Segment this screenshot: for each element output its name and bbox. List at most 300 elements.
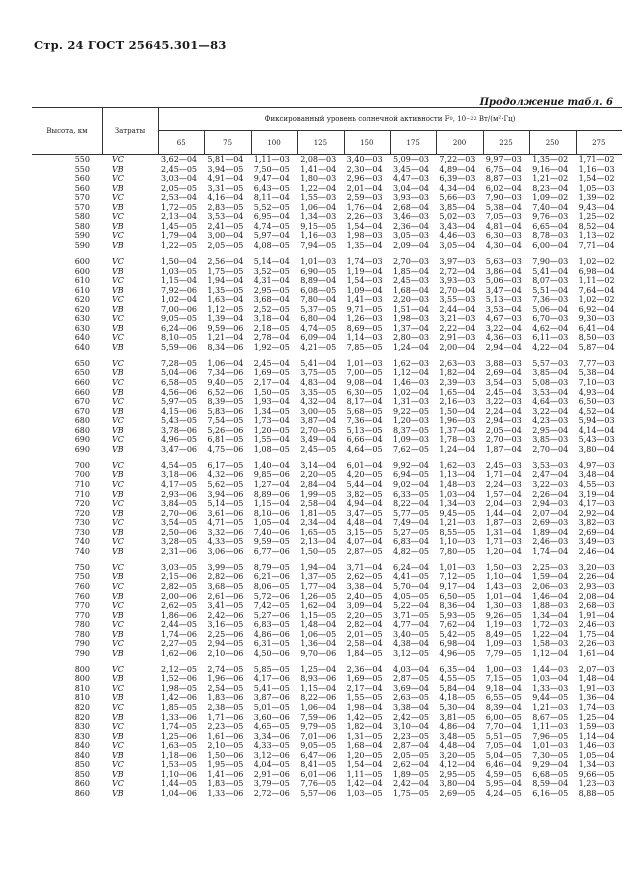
value-cell: 1,87—03 [485,518,522,528]
value-cell: 2,05—05 [161,183,197,193]
value-cell: 1,82—04 [439,368,476,378]
value-cell: 1,14—03 [346,333,383,343]
value-cell: 6,21—06 [253,572,290,582]
value-cell: 4,14—04 [578,425,615,435]
value-cell: 2,80—03 [393,333,429,343]
value-cell: 1,04—06 [161,788,197,798]
value-cell: 7,77—03 [578,358,615,368]
value-cell: 1,21—03 [439,518,476,528]
height-cell: 830 [74,731,90,741]
height-cell: 620 [74,295,90,305]
value-cell: 3,18—04 [253,314,290,324]
value-cell: 1,09—02 [532,193,569,203]
value-cell: 8,67—05 [532,712,569,722]
value-cell: 5,09—03 [393,155,429,164]
value-cell: 6,30—03 [485,231,522,241]
value-cell: 1,74—03 [578,703,615,713]
value-cell: 1,52—06 [161,674,197,684]
cost-type-cell: VB [112,221,124,231]
value-cell: 1,10—04 [485,572,522,582]
value-cell: 9,59—05 [253,537,290,547]
value-cell: 5,94—03 [578,416,615,426]
cost-type-cell: VC [112,741,124,751]
value-cell: 6,08—05 [300,285,337,295]
table-row [32,193,622,203]
value-cell: 7,90—03 [485,193,522,203]
value-cell: 1,24—04 [439,444,476,454]
row-group [32,461,622,556]
subheader-2: 100 [267,138,281,147]
value-cell: 5,57—06 [300,788,337,798]
value-cell: 4,55—03 [578,480,615,489]
value-cell: 1,48—03 [439,480,476,489]
value-cell: 3,54—03 [485,378,522,388]
value-cell: 1,02—04 [393,387,429,397]
value-cell: 2,46—04 [578,546,615,556]
table-row [32,445,622,455]
value-cell: 7,49—04 [393,518,429,528]
value-cell: 4,47—03 [393,174,429,184]
table-row [32,713,622,723]
value-cell: 2,94—05 [207,639,244,649]
value-cell: 2,68—04 [393,202,429,212]
value-cell: 3,53—04 [532,387,569,397]
value-cell: 2,45—05 [300,444,337,454]
value-cell: 4,46—03 [439,231,476,241]
value-cell: 2,91—03 [439,333,476,343]
value-cell: 3,99—05 [207,562,244,572]
value-cell: 1,25—04 [300,664,337,674]
value-cell: 1,94—04 [207,276,244,286]
value-cell: 5,68—05 [346,406,383,416]
value-cell: 9,85—06 [253,470,290,480]
value-cell: 6,35—04 [439,664,476,674]
value-cell: 7,05—04 [485,741,522,751]
value-cell: 1,55—04 [253,435,290,445]
value-cell: 8,10—05 [161,333,197,343]
value-cell: 9,79—05 [300,722,337,732]
value-cell: 1,31—05 [346,731,383,741]
value-cell: 1,98—03 [393,314,429,324]
value-cell: 9,22—05 [393,406,429,416]
value-cell: 1,59—04 [532,572,569,582]
value-cell: 7,15—05 [485,674,522,684]
height-cell: 740 [74,537,90,547]
cost-type-cell: VC [112,537,124,547]
value-cell: 1,01—03 [346,358,383,368]
header-solar-sub: 0 [449,116,453,122]
table-row [32,674,622,684]
value-cell: 4,64—05 [346,444,383,454]
value-cell: 1,01—03 [532,741,569,751]
value-cell: 1,62—06 [161,648,197,658]
value-cell: 9,02—04 [393,480,429,489]
value-cell: 2,41—05 [207,221,244,231]
value-cell: 4,36—03 [485,333,522,343]
value-cell: 3,94—05 [207,164,244,174]
value-cell: 2,25—03 [532,562,569,572]
cost-type-cell: VB [112,304,124,314]
value-cell: 1,05—03 [578,183,615,193]
row-group [32,155,622,250]
value-cell: 3,78—06 [161,425,197,435]
value-cell: 1,05—04 [253,518,290,528]
value-cell: 6,94—05 [393,470,429,480]
cost-type-cell: VC [112,639,124,649]
table-row [32,684,622,694]
value-cell: 2,24—04 [485,406,522,416]
value-cell: 3,22—03 [532,480,569,489]
value-cell: 7,94—05 [300,240,337,250]
value-cell: 8,36—04 [439,601,476,611]
value-cell: 3,53—04 [207,212,244,222]
value-cell: 1,03—04 [439,489,476,499]
value-cell: 2,69—03 [532,518,569,528]
value-cell: 1,33—06 [207,788,244,798]
cost-type-cell: VC [112,760,124,770]
value-cell: 1,26—03 [346,314,383,324]
value-cell: 1,21—03 [532,703,569,713]
value-cell: 4,32—04 [300,397,337,407]
cost-type-cell: VB [112,788,124,798]
value-cell: 3,03—04 [161,174,197,184]
value-cell: 1,50—06 [207,750,244,760]
table-row [32,388,622,398]
table-row [32,333,622,343]
value-cell: 2,05—05 [393,750,429,760]
value-cell: 1,01—03 [439,562,476,572]
value-cell: 7,54—05 [207,416,244,426]
value-cell: 6,43—05 [253,183,290,193]
value-cell: 4,62—04 [532,323,569,333]
value-cell: 1,36—04 [578,693,615,703]
cost-type-cell: VC [112,683,124,693]
value-cell: 1,34—03 [578,760,615,770]
value-cell: 6,30—05 [346,387,383,397]
value-cell: 2,95—05 [253,285,290,295]
height-cell: 840 [74,741,90,751]
value-cell: 2,70—03 [393,256,429,266]
value-cell: 5,38—04 [485,202,522,212]
value-cell: 2,17—04 [346,683,383,693]
height-cell: 630 [74,314,90,324]
value-cell: 1,43—03 [485,581,522,591]
value-cell: 3,22—04 [485,323,522,333]
height-cell: 750 [74,562,90,572]
height-cell: 550 [74,155,90,164]
value-cell: 6,41—04 [578,323,615,333]
value-cell: 2,23—05 [207,722,244,732]
value-cell: 3,62—04 [161,155,197,164]
height-cell: 810 [74,683,90,693]
height-cell: 580 [74,221,90,231]
value-cell: 5,43—05 [161,416,197,426]
value-cell: 5,93—05 [439,610,476,620]
height-cell: 600 [74,256,90,266]
height-cell: 790 [74,648,90,658]
value-cell: 1,98—05 [161,683,197,693]
value-cell: 5,41—04 [532,266,569,276]
value-cell: 1,16—03 [300,231,337,241]
value-cell: 5,85—05 [253,664,290,674]
cost-type-cell: VB [112,266,124,276]
cost-type-cell: VB [112,323,124,333]
value-cell: 3,71—05 [393,610,429,620]
header-cost: Затраты [114,127,146,135]
value-cell: 2,20—03 [393,295,429,305]
value-cell: 4,33—05 [207,537,244,547]
value-cell: 1,65—04 [439,387,476,397]
value-cell: 3,47—05 [346,508,383,518]
value-cell: 1,25—02 [578,212,615,222]
value-cell: 1,75—05 [207,266,244,276]
value-cell: 7,40—04 [532,202,569,212]
value-cell: 1,61—06 [207,731,244,741]
value-cell: 6,02—04 [485,183,522,193]
value-cell: 7,79—05 [485,648,522,658]
value-cell: 1,42—04 [346,779,383,789]
value-cell: 1,03—04 [532,674,569,684]
value-cell: 7,80—05 [439,546,476,556]
value-cell: 8,23—04 [532,183,569,193]
value-cell: 2,16—03 [439,397,476,407]
value-cell: 3,10—04 [393,722,429,732]
data-table [32,107,622,798]
value-cell: 1,87—04 [485,444,522,454]
value-cell: 5,63—03 [485,256,522,266]
value-cell: 3,93—03 [439,276,476,286]
value-cell: 7,00—06 [161,304,197,314]
value-cell: 2,10—06 [207,648,244,658]
cost-type-cell: VB [112,674,124,684]
value-cell: 4,56—06 [161,387,197,397]
cost-type-cell: VC [112,480,124,489]
value-cell: 2,26—03 [578,639,615,649]
table-row [32,276,622,286]
value-cell: 7,30—05 [532,750,569,760]
value-cell: 2,70—03 [485,435,522,445]
value-cell: 1,96—06 [207,674,244,684]
value-cell: 6,24—04 [393,562,429,572]
value-cell: 1,31—03 [393,397,429,407]
value-cell: 4,96—05 [161,435,197,445]
value-cell: 3,68—05 [207,581,244,591]
value-cell: 3,49—04 [300,435,337,445]
value-cell: 6,00—05 [485,712,522,722]
value-cell: 9,30—03 [578,314,615,324]
value-cell: 1,46—03 [578,741,615,751]
value-cell: 4,23—03 [532,416,569,426]
value-cell: 1,19—03 [485,620,522,630]
value-cell: 8,34—06 [207,342,244,352]
cost-type-cell: VC [112,722,124,732]
value-cell: 6,81—05 [207,435,244,445]
value-cell: 1,22—04 [300,183,337,193]
header-solar-activity: Фиксированный уровень солнечной активности F 0 , 10 −22 Вт/(м²·Гц) [158,108,622,131]
value-cell: 1,79—04 [161,231,197,241]
cost-type-cell: VC [112,620,124,630]
value-cell: 1,18—06 [161,750,197,760]
cost-type-cell: VB [112,489,124,499]
cost-type-cell: VC [112,212,124,222]
value-cell: 2,12—05 [161,664,197,674]
value-cell: 1,77—04 [300,581,337,591]
table-header [32,107,622,155]
value-cell: 5,26—06 [207,425,244,435]
value-cell: 1,02—02 [578,256,615,266]
value-cell: 1,20—05 [346,750,383,760]
value-cell: 3,93—03 [393,193,429,203]
value-cell: 1,58—03 [532,639,569,649]
value-cell: 1,15—04 [161,276,197,286]
subheader-7: 225 [499,138,513,147]
cost-type-cell: VC [112,664,124,674]
table-row [32,359,622,369]
value-cell: 8,59—04 [532,779,569,789]
value-cell: 1,73—04 [253,416,290,426]
height-cell: 770 [74,601,90,611]
height-cell: 610 [74,285,90,295]
cost-type-cell: VC [112,460,124,470]
value-cell: 2,07—03 [578,664,615,674]
value-cell: 5,14—04 [253,256,290,266]
value-cell: 2,93—06 [161,489,197,499]
value-cell: 3,28—05 [161,537,197,547]
value-cell: 1,71—02 [578,155,615,164]
value-cell: 3,47—04 [485,285,522,295]
value-cell: 3,84—05 [161,499,197,509]
value-cell: 1,31—04 [485,527,522,537]
value-cell: 2,62—05 [161,601,197,611]
value-cell: 2,45—03 [393,276,429,286]
value-cell: 1,86—06 [161,610,197,620]
value-cell: 6,68—05 [532,769,569,779]
value-cell: 8,17—04 [346,397,383,407]
value-cell: 7,40—06 [253,527,290,537]
value-cell: 7,64—04 [578,285,615,295]
value-cell: 1,20—03 [393,416,429,426]
value-cell: 8,07—03 [532,276,569,286]
value-cell: 2,26—03 [346,212,383,222]
value-cell: 8,69—05 [346,323,383,333]
height-cell: 820 [74,712,90,722]
value-cell: 6,55—05 [485,693,522,703]
table-row [32,732,622,742]
value-cell: 6,83—05 [253,620,290,630]
value-cell: 2,36—04 [346,664,383,674]
value-cell: 4,94—04 [346,499,383,509]
value-cell: 5,51—05 [485,731,522,741]
value-cell: 2,95—04 [532,425,569,435]
table-row [32,722,622,732]
cost-type-cell: VB [112,712,124,722]
value-cell: 5,08—03 [532,378,569,388]
value-cell: 2,07—04 [532,508,569,518]
value-cell: 1,06—04 [207,358,244,368]
value-cell: 2,61—06 [207,591,244,601]
value-cell: 5,52—05 [253,202,290,212]
height-cell: 860 [74,779,90,789]
value-cell: 7,28—05 [161,358,197,368]
value-cell: 7,10—03 [578,378,615,388]
value-cell: 4,17—03 [578,499,615,509]
value-cell: 5,22—04 [393,601,429,611]
value-cell: 5,06—03 [485,276,522,286]
value-cell: 3,82—03 [578,518,615,528]
header-solar-unit: Вт/(м²·Гц) [478,115,516,123]
value-cell: 6,39—03 [439,174,476,184]
table-row [32,611,622,621]
value-cell: 3,18—06 [161,470,197,480]
value-cell: 2,13—04 [161,212,197,222]
value-cell: 3,31—05 [207,183,244,193]
cost-type-cell: VB [112,164,124,174]
cost-type-cell: VB [112,470,124,480]
value-cell: 1,78—03 [439,435,476,445]
value-cell: 2,94—03 [485,416,522,426]
value-cell: 1,48—04 [300,620,337,630]
value-cell: 5,83—06 [207,406,244,416]
value-cell: 2,08—04 [578,591,615,601]
height-cell: 560 [74,183,90,193]
value-cell: 6,98—04 [439,639,476,649]
value-cell: 1,42—06 [161,693,197,703]
value-cell: 2,46—03 [532,537,569,547]
value-cell: 2,68—03 [578,601,615,611]
value-cell: 1,89—04 [532,527,569,537]
height-cell: 570 [74,193,90,203]
value-cell: 5,77—05 [393,508,429,518]
value-cell: 2,27—05 [161,639,197,649]
height-cell: 670 [74,397,90,407]
header-solar-text: Фиксированный уровень солнечной активности F [264,115,450,123]
value-cell: 2,70—04 [532,444,569,454]
value-cell: 2,08—03 [300,155,337,164]
value-cell: 1,30—03 [485,601,522,611]
value-cell: 5,14—05 [207,499,244,509]
value-cell: 3,22—04 [532,406,569,416]
cost-type-cell: VB [112,444,124,454]
value-cell: 2,69—04 [578,527,615,537]
value-cell: 5,97—04 [253,231,290,241]
subheader-5: 175 [406,138,420,147]
value-cell: 9,44—05 [532,693,569,703]
height-cell: 640 [74,342,90,352]
value-cell: 2,10—05 [207,741,244,751]
height-cell: 730 [74,518,90,528]
value-cell: 2,24—03 [485,480,522,489]
value-cell: 7,85—05 [346,342,383,352]
table-row [32,343,622,353]
value-cell: 3,86—04 [485,266,522,276]
value-cell: 2,96—03 [346,174,383,184]
value-cell: 9,97—03 [485,155,522,164]
value-cell: 1,71—04 [485,470,522,480]
table-row [32,426,622,436]
value-cell: 2,72—06 [253,788,290,798]
value-cell: 1,62—04 [300,601,337,611]
subheader-1: 75 [223,138,233,147]
value-cell: 7,34—06 [207,368,244,378]
height-cell: 620 [74,304,90,314]
value-cell: 2,00—06 [161,591,197,601]
value-cell: 9,29—04 [532,760,569,770]
value-cell: 4,55—05 [439,674,476,684]
height-cell: 650 [74,358,90,368]
value-cell: 1,06—05 [300,629,337,639]
value-cell: 1,94—04 [300,562,337,572]
value-cell: 2,94—04 [485,342,522,352]
